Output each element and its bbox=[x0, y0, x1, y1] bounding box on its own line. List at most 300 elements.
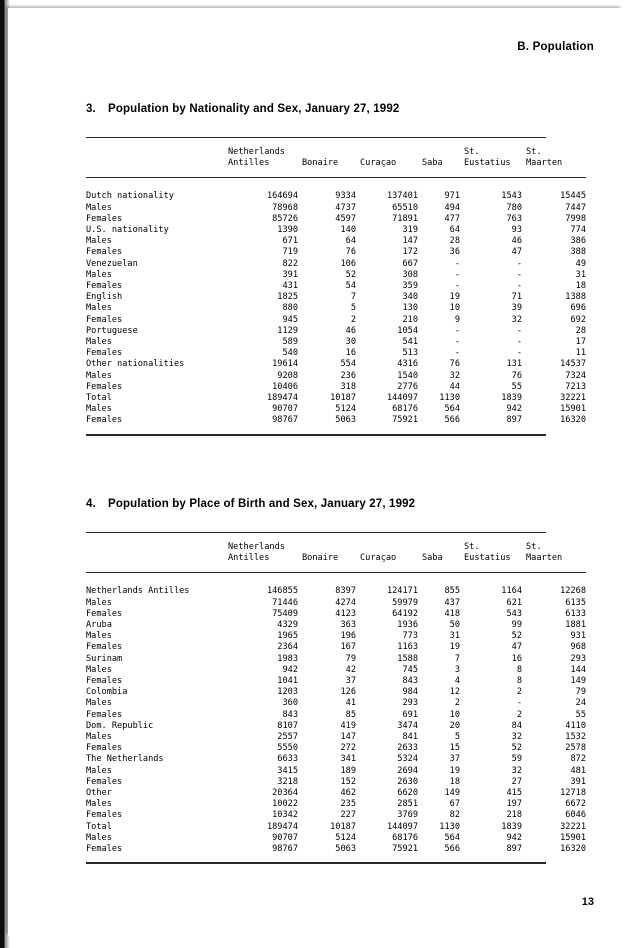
row-value: 942 bbox=[282, 664, 298, 675]
header-spacer-row bbox=[86, 169, 586, 178]
row-value: 197 bbox=[506, 799, 522, 810]
header-spacer-cell bbox=[86, 564, 586, 573]
row-value: 12718 bbox=[560, 788, 586, 799]
row-value: 172 bbox=[402, 247, 418, 258]
row-value: 32 bbox=[511, 765, 522, 776]
row-value: 293 bbox=[570, 653, 586, 664]
row-value: 719 bbox=[282, 247, 298, 258]
row-value: 20 bbox=[449, 720, 460, 731]
row-value: 763 bbox=[506, 213, 522, 224]
column-header-6 bbox=[526, 542, 586, 564]
column-header-2 bbox=[302, 147, 360, 169]
row-value: 147 bbox=[340, 732, 356, 743]
row-value: 218 bbox=[506, 810, 522, 821]
row-value: 2557 bbox=[277, 732, 298, 743]
row-value: 8 bbox=[516, 676, 522, 687]
column-header-line1 bbox=[422, 542, 464, 553]
row-value: 49 bbox=[575, 258, 586, 269]
row-value: 2 bbox=[350, 314, 356, 325]
row-value: 1129 bbox=[277, 325, 298, 336]
row-value: 75409 bbox=[272, 608, 298, 619]
row-value: 76 bbox=[511, 370, 522, 381]
header-rule-row bbox=[86, 178, 586, 192]
row-value: 667 bbox=[402, 258, 418, 269]
row-value: 2633 bbox=[397, 743, 418, 754]
row-value: 621 bbox=[506, 597, 522, 608]
table-row bbox=[86, 710, 586, 721]
row-value: 8397 bbox=[335, 586, 356, 597]
row-value: 477 bbox=[444, 213, 460, 224]
table-row bbox=[86, 337, 586, 348]
table-row bbox=[86, 598, 586, 609]
table-row bbox=[86, 303, 586, 314]
row-value: 93 bbox=[511, 225, 522, 236]
row-label: Males bbox=[86, 664, 112, 675]
row-value: - bbox=[454, 269, 460, 280]
row-value: 64 bbox=[345, 236, 356, 247]
table-row bbox=[86, 721, 586, 732]
header-rule-row bbox=[86, 573, 586, 587]
row-value: 30 bbox=[345, 337, 356, 348]
row-value: 540 bbox=[282, 348, 298, 359]
row-value: 9334 bbox=[335, 191, 356, 202]
row-value: 236 bbox=[340, 370, 356, 381]
row-value: 7324 bbox=[565, 370, 586, 381]
table-row bbox=[86, 698, 586, 709]
row-value: 235 bbox=[340, 799, 356, 810]
row-value: 696 bbox=[570, 303, 586, 314]
row-value: 37 bbox=[345, 676, 356, 687]
running-head: B. Population bbox=[517, 41, 594, 53]
row-value: - bbox=[454, 325, 460, 336]
row-value: 6133 bbox=[565, 608, 586, 619]
row-value: 28 bbox=[449, 236, 460, 247]
row-value: 481 bbox=[570, 765, 586, 776]
row-value: 31 bbox=[449, 631, 460, 642]
row-value: 541 bbox=[402, 337, 418, 348]
row-value: 47 bbox=[511, 642, 522, 653]
row-value: 942 bbox=[506, 832, 522, 843]
row-value: - bbox=[516, 337, 522, 348]
column-header-line2: Maarten bbox=[526, 553, 563, 564]
row-value: 462 bbox=[340, 788, 356, 799]
row-value: - bbox=[454, 258, 460, 269]
row-value: 15445 bbox=[560, 191, 586, 202]
row-value: 415 bbox=[506, 788, 522, 799]
table-row bbox=[86, 687, 586, 698]
column-header-line1 bbox=[360, 147, 422, 158]
table-row bbox=[86, 326, 586, 337]
column-header-1 bbox=[228, 147, 302, 169]
table-row bbox=[86, 270, 586, 281]
row-value: 880 bbox=[282, 303, 298, 314]
column-header-line1 bbox=[302, 147, 360, 158]
row-value: 71891 bbox=[392, 213, 418, 224]
row-value: 85 bbox=[345, 709, 356, 720]
row-value: 85726 bbox=[272, 213, 298, 224]
table-row bbox=[86, 315, 586, 326]
row-value: 272 bbox=[340, 743, 356, 754]
row-label: Males bbox=[86, 303, 112, 314]
row-value: 5324 bbox=[397, 754, 418, 765]
table-section-4 bbox=[86, 498, 586, 864]
page-content bbox=[8, 8, 622, 936]
row-value: 2630 bbox=[397, 776, 418, 787]
table-row bbox=[86, 236, 586, 247]
row-value: 32 bbox=[511, 314, 522, 325]
column-header-line2: Antilles bbox=[228, 553, 270, 564]
row-value: 5063 bbox=[335, 844, 356, 855]
header-spacer-row bbox=[86, 533, 586, 542]
row-label: Females bbox=[86, 776, 123, 787]
row-value: 52 bbox=[511, 631, 522, 642]
row-value: 55 bbox=[511, 381, 522, 392]
row-value: 2694 bbox=[397, 765, 418, 776]
row-value: 4123 bbox=[335, 608, 356, 619]
row-value: 1054 bbox=[397, 325, 418, 336]
row-value: 691 bbox=[402, 709, 418, 720]
table-4-caption: Population by Place of Birth and Sex, January 27, 1992 bbox=[108, 498, 416, 510]
table-row bbox=[86, 404, 586, 415]
row-label: Males bbox=[86, 732, 112, 743]
row-value: 2 bbox=[516, 687, 522, 698]
table-3-number: 3. bbox=[86, 103, 96, 115]
row-label: Males bbox=[86, 202, 112, 213]
row-value: 564 bbox=[444, 832, 460, 843]
table-row bbox=[86, 833, 586, 844]
column-header-5 bbox=[464, 542, 526, 564]
row-label: Other nationalities bbox=[86, 359, 185, 370]
row-value: 6633 bbox=[277, 754, 298, 765]
row-value: 32221 bbox=[560, 393, 586, 404]
row-value: 98767 bbox=[272, 415, 298, 426]
table-4-title bbox=[86, 498, 546, 510]
header-rule bbox=[86, 178, 586, 192]
row-value: 78968 bbox=[272, 202, 298, 213]
table-4-rule-bottom bbox=[86, 862, 546, 864]
row-value: 106 bbox=[340, 258, 356, 269]
row-value: 189474 bbox=[266, 821, 298, 832]
row-label: Males bbox=[86, 698, 112, 709]
row-value: 54 bbox=[345, 281, 356, 292]
row-value: 2 bbox=[454, 698, 460, 709]
row-value: 745 bbox=[402, 664, 418, 675]
row-value: 3218 bbox=[277, 776, 298, 787]
row-label: Females bbox=[86, 381, 123, 392]
row-value: 391 bbox=[570, 776, 586, 787]
row-value: 79 bbox=[345, 653, 356, 664]
row-value: 144 bbox=[570, 664, 586, 675]
row-value: 15901 bbox=[560, 404, 586, 415]
row-value: - bbox=[516, 698, 522, 709]
row-label: Venezuelan bbox=[86, 258, 138, 269]
row-value: 5063 bbox=[335, 415, 356, 426]
row-value: 6672 bbox=[565, 799, 586, 810]
row-value: 10 bbox=[449, 709, 460, 720]
row-value: 984 bbox=[402, 687, 418, 698]
row-value: 1388 bbox=[565, 292, 586, 303]
row-value: 5124 bbox=[335, 404, 356, 415]
row-label: Aruba bbox=[86, 620, 112, 631]
row-value: 7447 bbox=[565, 202, 586, 213]
table-row bbox=[86, 225, 586, 236]
row-value: 1983 bbox=[277, 653, 298, 664]
row-value: 1163 bbox=[397, 642, 418, 653]
header-spacer-row bbox=[86, 564, 586, 573]
row-value: 68176 bbox=[392, 832, 418, 843]
row-label: Females bbox=[86, 415, 123, 426]
row-value: 1130 bbox=[439, 821, 460, 832]
row-value: 196 bbox=[340, 631, 356, 642]
row-label: Females bbox=[86, 608, 123, 619]
row-value: 363 bbox=[340, 620, 356, 631]
row-value: 319 bbox=[402, 225, 418, 236]
table-tail-spacer bbox=[86, 427, 586, 434]
table-row bbox=[86, 415, 586, 426]
column-header-line2: Eustatius bbox=[464, 553, 511, 564]
row-value: 5550 bbox=[277, 743, 298, 754]
row-value: 14537 bbox=[560, 359, 586, 370]
row-value: 431 bbox=[282, 281, 298, 292]
row-value: 4329 bbox=[277, 620, 298, 631]
row-value: 46 bbox=[345, 325, 356, 336]
row-value: 20364 bbox=[272, 788, 298, 799]
column-header-5 bbox=[464, 147, 526, 169]
row-value: 10342 bbox=[272, 810, 298, 821]
column-header-line2: Saba bbox=[422, 553, 443, 564]
row-label: Males bbox=[86, 236, 112, 247]
row-value: 3 bbox=[454, 664, 460, 675]
row-label: Females bbox=[86, 314, 123, 325]
row-value: 10022 bbox=[272, 799, 298, 810]
header-spacer-cell bbox=[86, 169, 586, 178]
row-value: 18 bbox=[449, 776, 460, 787]
table-row bbox=[86, 292, 586, 303]
row-value: 1825 bbox=[277, 292, 298, 303]
row-value: 146855 bbox=[266, 586, 298, 597]
column-header-line1: St. bbox=[464, 542, 480, 552]
row-value: 6046 bbox=[565, 810, 586, 821]
row-value: 149 bbox=[570, 676, 586, 687]
row-value: 46 bbox=[511, 236, 522, 247]
row-value: 16 bbox=[511, 653, 522, 664]
row-value: 98767 bbox=[272, 844, 298, 855]
column-header-line2: Eustatius bbox=[464, 158, 511, 169]
table-4 bbox=[86, 533, 586, 862]
row-value: 843 bbox=[402, 676, 418, 687]
row-value: 12 bbox=[449, 687, 460, 698]
row-label: Males bbox=[86, 269, 112, 280]
row-label: Males bbox=[86, 832, 112, 843]
row-value: 19614 bbox=[272, 359, 298, 370]
row-label: Males bbox=[86, 631, 112, 642]
table-row bbox=[86, 665, 586, 676]
row-value: 566 bbox=[444, 415, 460, 426]
row-value: 52 bbox=[511, 743, 522, 754]
row-value: 971 bbox=[444, 191, 460, 202]
table-3-rule-bottom bbox=[86, 434, 546, 436]
column-header-line1: St. bbox=[464, 147, 480, 157]
table-4-number: 4. bbox=[86, 498, 96, 510]
table-row bbox=[86, 586, 586, 597]
column-header-line1 bbox=[360, 542, 422, 553]
table-tail-spacer bbox=[86, 855, 586, 862]
row-value: 149 bbox=[444, 788, 460, 799]
column-header-line1 bbox=[86, 542, 228, 553]
row-value: 24 bbox=[575, 698, 586, 709]
table-row bbox=[86, 743, 586, 754]
row-value: 418 bbox=[444, 608, 460, 619]
row-value: 566 bbox=[444, 844, 460, 855]
row-value: 67 bbox=[449, 799, 460, 810]
row-value: 692 bbox=[570, 314, 586, 325]
row-label: Other bbox=[86, 788, 112, 799]
row-value: 897 bbox=[506, 415, 522, 426]
row-value: 2578 bbox=[565, 743, 586, 754]
table-row bbox=[86, 810, 586, 821]
row-value: 124171 bbox=[386, 586, 418, 597]
row-value: - bbox=[516, 269, 522, 280]
row-value: 671 bbox=[282, 236, 298, 247]
row-value: 144097 bbox=[386, 821, 418, 832]
row-value: 126 bbox=[340, 687, 356, 698]
table-section-3 bbox=[86, 103, 586, 436]
table-row bbox=[86, 620, 586, 631]
column-header-row bbox=[86, 147, 586, 169]
row-value: - bbox=[454, 348, 460, 359]
table-row bbox=[86, 371, 586, 382]
row-value: 5 bbox=[350, 303, 356, 314]
row-value: 167 bbox=[340, 642, 356, 653]
table-row bbox=[86, 393, 586, 404]
row-value: 17 bbox=[575, 337, 586, 348]
row-value: 152 bbox=[340, 776, 356, 787]
row-value: 780 bbox=[506, 202, 522, 213]
row-value: 855 bbox=[444, 586, 460, 597]
table-3-caption: Population by Nationality and Sex, January 27, 1992 bbox=[108, 103, 400, 115]
page-sheet bbox=[8, 8, 622, 936]
table-row bbox=[86, 203, 586, 214]
row-value: 90707 bbox=[272, 832, 298, 843]
row-value: 189474 bbox=[266, 393, 298, 404]
row-label: Females bbox=[86, 281, 123, 292]
table-row bbox=[86, 259, 586, 270]
row-value: 227 bbox=[340, 810, 356, 821]
row-value: 39 bbox=[511, 303, 522, 314]
row-value: 189 bbox=[340, 765, 356, 776]
row-value: 2 bbox=[516, 709, 522, 720]
row-value: 1130 bbox=[439, 393, 460, 404]
row-value: 147 bbox=[402, 236, 418, 247]
row-value: 16320 bbox=[560, 415, 586, 426]
table-row bbox=[86, 844, 586, 855]
table-3 bbox=[86, 138, 586, 434]
row-value: 773 bbox=[402, 631, 418, 642]
row-value: 68176 bbox=[392, 404, 418, 415]
table-row bbox=[86, 766, 586, 777]
row-value: 6135 bbox=[565, 597, 586, 608]
row-value: 589 bbox=[282, 337, 298, 348]
row-value: 137401 bbox=[386, 191, 418, 202]
row-label: Females bbox=[86, 844, 123, 855]
row-value: - bbox=[516, 348, 522, 359]
column-header-line2 bbox=[86, 553, 228, 564]
column-header-blank bbox=[86, 542, 228, 564]
row-value: 543 bbox=[506, 608, 522, 619]
row-value: - bbox=[516, 258, 522, 269]
row-value: 6620 bbox=[397, 788, 418, 799]
row-value: 28 bbox=[575, 325, 586, 336]
row-label: U.S. nationality bbox=[86, 225, 169, 236]
table-tail-spacer-row bbox=[86, 427, 586, 434]
row-value: 144097 bbox=[386, 393, 418, 404]
row-value: 32 bbox=[449, 370, 460, 381]
row-value: 1532 bbox=[565, 732, 586, 743]
row-value: 1839 bbox=[501, 393, 522, 404]
column-header-line2: Bonaire bbox=[302, 553, 339, 564]
table-row bbox=[86, 609, 586, 620]
row-value: - bbox=[454, 337, 460, 348]
row-value: 1839 bbox=[501, 821, 522, 832]
row-label: Males bbox=[86, 765, 112, 776]
row-value: 18 bbox=[575, 281, 586, 292]
row-value: 1881 bbox=[565, 620, 586, 631]
row-value: 7213 bbox=[565, 381, 586, 392]
row-label: Surinam bbox=[86, 653, 123, 664]
column-header-line2: Maarten bbox=[526, 158, 563, 169]
column-header-line1: Netherlands bbox=[228, 542, 285, 552]
row-label: Dutch nationality bbox=[86, 191, 174, 202]
row-value: 841 bbox=[402, 732, 418, 743]
row-value: 55 bbox=[575, 709, 586, 720]
row-value: 774 bbox=[570, 225, 586, 236]
column-header-line1 bbox=[302, 542, 360, 553]
column-header-line2 bbox=[86, 158, 228, 169]
row-value: 15 bbox=[449, 743, 460, 754]
row-value: 10406 bbox=[272, 381, 298, 392]
row-value: 12268 bbox=[560, 586, 586, 597]
row-value: 942 bbox=[506, 404, 522, 415]
column-header-6 bbox=[526, 147, 586, 169]
row-value: 4 bbox=[454, 676, 460, 687]
row-label: Females bbox=[86, 743, 123, 754]
row-value: 293 bbox=[402, 698, 418, 709]
row-value: 968 bbox=[570, 642, 586, 653]
column-header-line1: St. bbox=[526, 147, 542, 157]
row-value: 75921 bbox=[392, 415, 418, 426]
header-spacer-cell bbox=[86, 138, 586, 147]
row-value: 308 bbox=[402, 269, 418, 280]
row-value: 4274 bbox=[335, 597, 356, 608]
row-value: 50 bbox=[449, 620, 460, 631]
column-header-line1 bbox=[86, 147, 228, 158]
row-label: Total bbox=[86, 821, 112, 832]
row-value: 872 bbox=[570, 754, 586, 765]
page-number: 13 bbox=[581, 896, 594, 908]
row-value: 140 bbox=[340, 225, 356, 236]
row-value: 1588 bbox=[397, 653, 418, 664]
row-value: 10187 bbox=[330, 393, 356, 404]
row-label: Portuguese bbox=[86, 325, 138, 336]
table-row bbox=[86, 788, 586, 799]
row-value: 513 bbox=[402, 348, 418, 359]
table-row bbox=[86, 348, 586, 359]
row-value: 1390 bbox=[277, 225, 298, 236]
row-value: 360 bbox=[282, 698, 298, 709]
row-value: 31 bbox=[575, 269, 586, 280]
row-label: Females bbox=[86, 810, 123, 821]
table-row bbox=[86, 281, 586, 292]
